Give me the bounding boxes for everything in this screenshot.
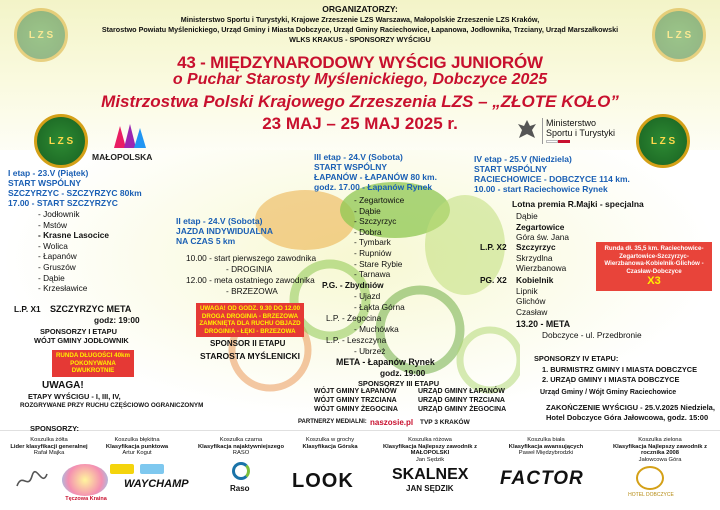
race-end-line-1: ZAKOŃCZENIE WYŚCIGU - 25.V.2025 Niedziela, [546, 403, 715, 412]
skalnex-owner: JAN SĘDZIK [406, 484, 454, 493]
stage-4-meta-place: Dobczyce - ul. Przedbronie [542, 330, 642, 340]
place-item: - Ujazd [354, 291, 381, 301]
hotel-logo-icon [636, 466, 664, 490]
rainbow-logo-icon [62, 464, 108, 496]
stage-3-sponsors-left [314, 388, 398, 414]
stage-1-places [38, 209, 142, 294]
jersey-classification: Klasyfikacja Najlepszy zawodnik z rocznika 2008 [612, 443, 708, 457]
flag-red-stripe [558, 140, 570, 143]
stage-2-start-place: - DROGINIA [226, 264, 273, 274]
sponsor-pink-jersey [374, 437, 486, 464]
place-item: - Krasne Lasocice [38, 230, 110, 241]
place-item: - Muchówka [354, 324, 399, 334]
waychamp-logo: WAYCHAMP [124, 478, 189, 490]
place-item: Czasław [516, 306, 548, 317]
stage-3-sponsor-title: SPONSORZY III ETAPU [358, 379, 440, 388]
stage-4-places-2 [516, 242, 566, 274]
jersey-sponsor: Jałowcowa Góra [638, 457, 682, 464]
organizers-line-2: Starostwo Powiatu Myślenickiego, Urząd Gminy i Miasta Dobczyce, Urząd Gminy Raciechowice, Łapanowa, Jodłownika, Trzciany, Urząd Marszałkowski [101, 25, 619, 34]
sponsor-item: WÓJT GMINY ŻEGOCINA [314, 405, 398, 413]
stage-4 [474, 154, 630, 194]
place-item: - Gruszów [38, 261, 76, 272]
stage-2-road-closure-notice: UWAGA! OD GODZ. 9.30 DO 12.00 DROGA DROGINIA - BRZEZOWA ZAMKNIĘTA DLA RUCHU OBJAZD DROGINIA - ŁĘKI - BRZEZOWA [196, 303, 304, 337]
place-item: Kobielnik [516, 275, 554, 285]
jersey-classification: Klasyfikacja punktowa [105, 443, 169, 450]
stage-4-meta: 13.20 - META [516, 319, 571, 329]
ministry-line-1: Ministerstwo [546, 118, 597, 128]
event-title: 43 - MIĘDZYNARODOWY WYŚCIG JUNIORÓW [177, 53, 543, 72]
sponsor-yellow-jersey [6, 437, 92, 457]
sponsor-item: URZĄD GMINY TRZCIANA [418, 396, 505, 404]
stage-3-sponsors-right [418, 388, 506, 414]
place-item: - Dąbie [354, 205, 381, 216]
stage-1-meta-label: L.P. X1 [14, 304, 41, 314]
place-item: - Tarnawa [354, 269, 391, 280]
race-end-line-2: Hotel Dobczyce Góra Jałowcowa, godz. 15:00 [546, 413, 709, 422]
place-item: - Krzesławice [38, 283, 88, 294]
look-logo: LOOK [292, 470, 354, 492]
lzs-logo-text: L Z S [650, 136, 676, 147]
sponsor-item: WÓJT GMINY ŁAPANÓW [314, 388, 397, 395]
stage-2-distance: NA CZAS 5 km [176, 236, 236, 246]
stage-4-sponsor-3: Urząd Gminy / Wójt Gminy Raciechowice [540, 389, 677, 396]
stage-4-places-3 [516, 275, 553, 317]
sponsor-polka-dot-jersey [290, 437, 370, 450]
stage-3-time: godz. 17.00 - Łapanów Rynek [314, 182, 433, 192]
lzs-logo-right [636, 114, 690, 168]
stage-1-sponsor: WÓJT GMINY JODŁOWNIK [34, 336, 129, 345]
place-item: Szczyrzyc [516, 242, 556, 252]
place-item: - Jodłownik [38, 209, 80, 219]
stage-4-round-box [596, 242, 712, 291]
jersey-classification: Klasyfikacja Najlepszy zawodnik z MAŁOPOLSKI [382, 443, 478, 457]
sponsor-white-jersey [496, 437, 596, 457]
place-item: - Stare Rybie [354, 258, 403, 269]
place-item: - Zegartowice [354, 195, 405, 205]
stage-3-flying-prize-1: L.P. - Żegocina [326, 313, 382, 323]
jersey-classification: Klasyfikacja najaktywniejszego [197, 443, 285, 450]
cyclist-lightgreen-wheel [460, 330, 520, 390]
stage-4-flying-prize: L.P. X2 [480, 242, 507, 252]
media-partner-tvp: TVP 3 KRAKÓW [420, 419, 470, 426]
stage-3-start: START WSPÓLNY [314, 162, 388, 172]
stage-2-start-time: 10.00 - start pierwszego zawodnika [186, 253, 317, 263]
malopolska-logo-label: MAŁOPOLSKA [92, 152, 153, 162]
jersey-classification: Klasyfikacja Górska [302, 443, 358, 450]
jersey-name: Koszulka czarna [219, 437, 263, 443]
eagle-emblem-icon [516, 118, 538, 144]
place-item: Wierzbanowa [516, 263, 567, 274]
stage-2-heading: II etap - 24.V (Sobota) [176, 216, 263, 226]
jersey-classification: Lider klasyfikacji generalnej [10, 443, 88, 450]
blue-jersey-icon [140, 464, 164, 474]
stage-1-warning-line-2: ROZGRYWANE PRZY RUCHU CZĘŚCIOWO OGRANICZONYM [20, 402, 204, 409]
skalnex-logo: SKALNEX [392, 466, 469, 483]
hotel-logo-label: HOTEL DOBCZYCE [628, 492, 674, 498]
jersey-sponsor: Rafał Majka [33, 450, 65, 457]
organizers-line-3: WLKS KRAKUS - SPONSORZY WYŚCIGU [289, 35, 431, 44]
place-item: Lipnik [516, 285, 538, 296]
place-item: - Wolica [38, 240, 68, 251]
place-item: - Szczyrzyc [354, 216, 397, 227]
sponsor-item: URZĄD GMINY ŁAPANÓW [418, 388, 505, 395]
stage-3-meta: META - Łapanów Rynek [336, 357, 435, 367]
place-item: Zegartowice [516, 221, 565, 232]
lzs-logo-text: L Z S [48, 136, 74, 147]
stage-2-end-time: 12.00 - meta ostatniego zawodnika [186, 275, 315, 285]
jersey-sponsor: Artur Kogut [122, 450, 152, 457]
place-item: - Łapanów [38, 251, 77, 262]
ministry-name [546, 118, 615, 138]
stage-1-meta-time: godz: 19:00 [94, 315, 140, 325]
raso-logo-icon [232, 462, 250, 480]
stage-4-sprint-bonus: Lotna premia R.Majki - specjalna [512, 199, 644, 209]
factor-logo: FACTOR [500, 468, 584, 489]
sponsor-green-jersey [604, 437, 716, 464]
sponsor-black-jersey [196, 437, 286, 457]
sponsor-item: URZĄD GMINY ŻEGOCINA [418, 405, 507, 413]
stage-1-time: 17.00 - START SZCZYRZYC [8, 198, 118, 208]
place-item: - Ubrzeż [354, 346, 386, 356]
jersey-name: Koszulka biała [527, 437, 565, 443]
stage-1-start: START WSPÓLNY [8, 178, 82, 188]
event-subtitle: o Puchar Starosty Myślenickiego, Dobczyce 2025 [172, 71, 548, 88]
jersey-sponsor: Jan Sędzik [415, 457, 445, 464]
stage-4-sponsor-1: 1. BURMISTRZ GMINY I MIASTA DOBCZYCE [542, 365, 698, 374]
jersey-classification: Klasyfikacja awansujących [508, 443, 584, 450]
media-partner-naszosie: naszosie.pl [370, 418, 414, 427]
sponsors-title: SPONSORZY: [30, 424, 80, 433]
jersey-name: Koszulka w grochy [305, 437, 355, 443]
stage-4-round-count: X3 [647, 275, 661, 288]
place-item: - Dąbie [38, 272, 65, 283]
jersey-sponsor: RASO [232, 450, 250, 457]
stage-3-route: ŁAPANÓW - ŁAPANÓW 80 km. [314, 172, 437, 182]
jersey-name: Koszulka zielona [638, 437, 682, 443]
stage-4-places-1 [516, 211, 569, 243]
stage-4-mountain-prize: PG. X2 [480, 275, 507, 285]
stage-4-sponsor-2: 2. URZĄD GMINY I MIASTA DOBCZYCE [542, 375, 680, 384]
ministry-divider [542, 118, 543, 144]
place-item: - Dobra [354, 226, 382, 237]
place-item: - Mstów [38, 219, 68, 230]
stage-4-heading: IV etap - 25.V (Niedziela) [474, 154, 572, 164]
raso-logo-label: Raso [230, 484, 250, 493]
event-dates: 23 MAJ – 25 MAJ 2025 r. [262, 114, 458, 133]
place-item: Skrzydlna [516, 252, 553, 263]
ministry-line-2: Sportu i Turystyki [546, 128, 616, 138]
stage-2-sponsor-title: SPONSOR II ETAPU [210, 339, 286, 348]
place-item: Glichów [516, 296, 546, 307]
stage-4-round-text: Runda dł. 35,5 km. Raciechowice-Zegartowice-Szczyrzyc-Wierzbanowa-Kobielnik-Glichów -Czasław-Dobczyce [604, 245, 704, 275]
organizers-title: ORGANIZATORZY: [322, 4, 398, 14]
stage-1-route: SZCZYRZYC - SZCZYRZYC 80km [8, 188, 142, 198]
rainbow-logo-label: Tęczowa Kraina [65, 496, 107, 502]
stage-1-sponsor-title: SPONSORZY I ETAPU [40, 327, 117, 336]
stage-3-meta-time: godz. 19:00 [380, 368, 426, 378]
organizers-line-1: Ministerstwo Sportu i Turystyki, Krajowe Zrzeszenie LZS Warszawa, Małopolskie Zrzeszenie LZS Kraków, [180, 15, 540, 24]
stage-4-route: RACIECHOWICE - DOBCZYCE 114 km. [474, 174, 630, 184]
stage-1-round-notice: RUNDA DŁUGOŚCI 40km POKONYWANA DWUKROTNIE [52, 350, 134, 377]
stage-2 [176, 216, 273, 246]
sponsor-blue-jersey [94, 437, 180, 457]
place-item: Góra św. Jana [516, 232, 570, 243]
stage-1-heading: I etap - 23.V (Piątek) [8, 168, 89, 178]
stage-3-mountain-prize: P.G. - Zbydniów [322, 280, 384, 290]
stage-3-places [354, 195, 404, 280]
stage-1 [8, 168, 142, 294]
stage-1-warning-line-1: ETAPY WYŚCIGU - I, III, IV, [28, 392, 121, 401]
jersey-name: Koszulka błękitna [114, 437, 160, 443]
place-item: - Łąkta Górna [354, 302, 405, 312]
stage-4-sponsor-title: SPONSORZY IV ETAPU: [534, 354, 619, 363]
stage-3 [314, 152, 437, 192]
jersey-sponsor: Paweł Międzybrodzki [518, 450, 574, 457]
lzs-logo-text: L Z S [28, 30, 54, 41]
malopolska-logo-icon [112, 122, 152, 150]
place-item: - Tymbark [354, 237, 391, 248]
sponsor-item: WÓJT GMINY TRZCIANA [314, 396, 397, 404]
stage-4-time: 10.00 - start Raciechowice Rynek [474, 184, 608, 194]
stage-4-start: START WSPÓLNY [474, 164, 548, 174]
stage-2-end-place: - BRZEZOWA [226, 286, 278, 296]
stage-1-warning: UWAGA! [42, 380, 84, 391]
place-item: - Rupniów [354, 247, 392, 258]
stage-1-meta: SZCZYRZYC META [50, 304, 132, 314]
signature-logo-icon [14, 468, 50, 494]
stage-3-heading: III etap - 24.V (Sobota) [314, 152, 403, 162]
stage-3-flying-prize-2: L.P. - Leszczyna [326, 335, 387, 345]
sponsors-divider [0, 430, 720, 431]
media-partners-label: PARTNERZY MEDIALNI: [298, 419, 367, 425]
lzs-logo-text: L Z S [666, 30, 692, 41]
jersey-name: Koszulka różowa [408, 437, 452, 443]
jersey-name: Koszulka żółta [30, 437, 68, 443]
championship-title: Mistrzostwa Polski Krajowego Zrzeszenia LZS – „ZŁOTE KOŁO” [101, 92, 619, 111]
stage-2-sponsor: STAROSTA MYŚLENICKI [200, 351, 300, 361]
flag-white-stripe [546, 140, 558, 143]
lzs-logo-left [34, 114, 88, 168]
stage-2-type: JAZDA INDYWIDUALNA [176, 226, 273, 236]
place-item: Dąbie [516, 211, 538, 221]
yellow-jersey-icon [110, 464, 134, 474]
